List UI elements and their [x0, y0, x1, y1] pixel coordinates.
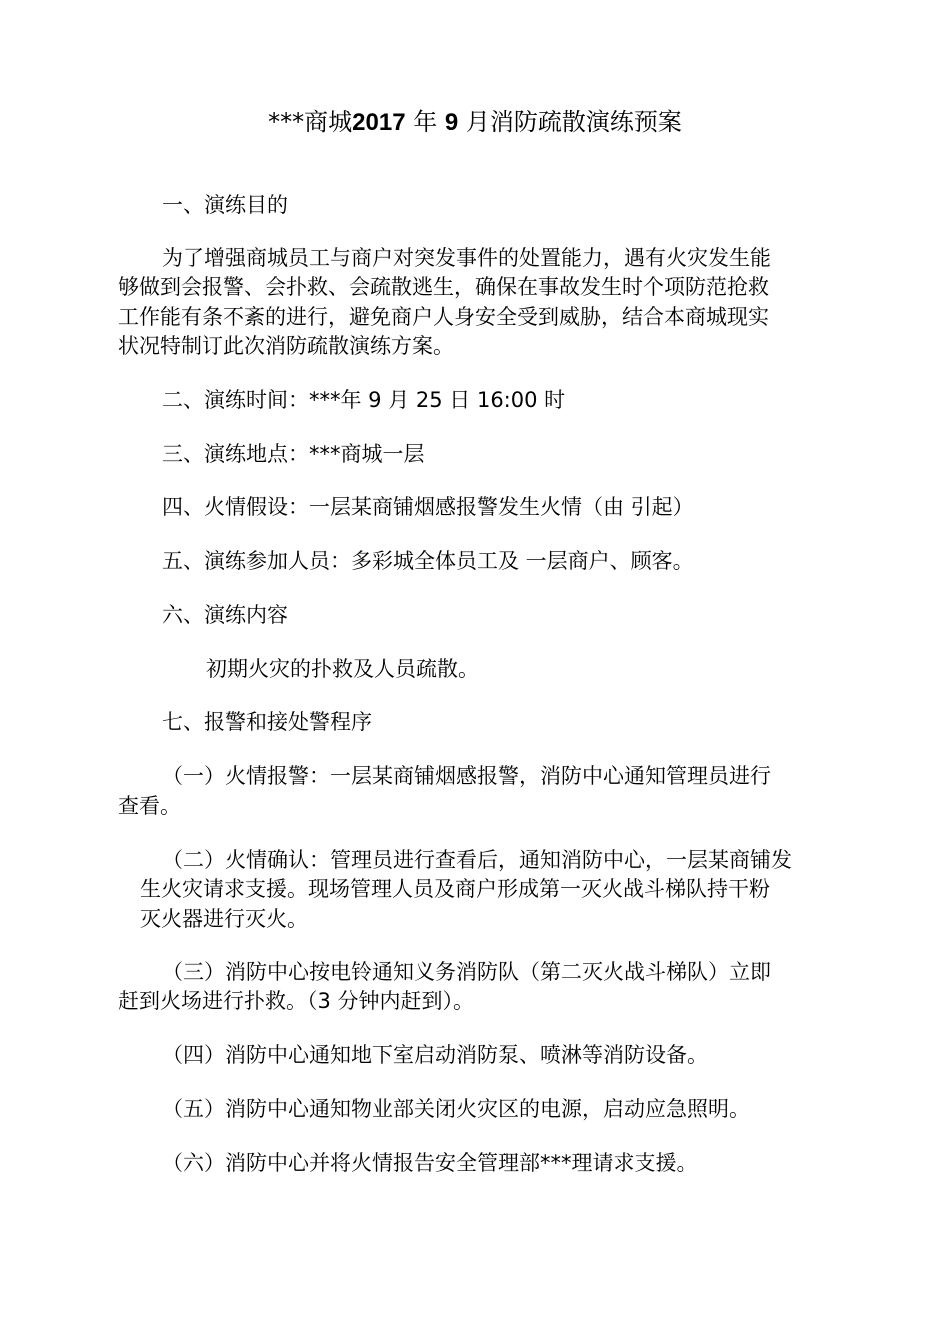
title-year: 2017 [352, 109, 406, 136]
drill-time: 二、演练时间：***年 9 月 25 日 16:00 时 [162, 388, 566, 412]
step-4: （四）消防中心通知地下室启动消防泵、喷淋等消防设备。 [162, 1043, 708, 1067]
title-month: 9 [444, 109, 459, 136]
step-1-line-2: 查看。 [118, 794, 181, 818]
step-2-line-1: （二）火情确认：管理员进行查看后，通知消防中心，一层某商铺发 [162, 848, 792, 872]
title-year-char: 年 [413, 108, 438, 136]
fire-assumption: 四、火情假设：一层某商铺烟感报警发生火情（由 引起） [162, 495, 694, 519]
step-6: （六）消防中心并将火情报告安全管理部***理请求支援。 [162, 1151, 698, 1175]
purpose-line-2: 够做到会报警、会扑救、会疏散逃生，确保在事故发生时个项防范抢救 [118, 275, 769, 299]
purpose-line-1: 为了增强商城员工与商户对突发事件的处置能力，遇有火灾发生能 [162, 246, 771, 270]
title-suffix: 月消防疏散演练预案 [465, 108, 682, 136]
step-2-line-2: 生火灾请求支援。现场管理人员及商户形成第一灭火战斗梯队持干粉 [140, 877, 770, 901]
step-3-line-2: 赶到火场进行扑救。（3 分钟内赶到）。 [118, 989, 475, 1013]
drill-content: 初期火灾的扑救及人员疏散。 [206, 657, 479, 681]
drill-place: 三、演练地点：***商城一层 [162, 442, 425, 466]
purpose-line-3: 工作能有条不紊的进行，避免商户人身安全受到威胁，结合本商城现实 [118, 305, 769, 329]
participants: 五、演练参加人员：多彩城全体员工及 一层商户、顾客。 [162, 549, 694, 573]
document-title [0, 106, 950, 139]
heading-procedure: 七、报警和接处警程序 [162, 710, 372, 734]
heading-content: 六、演练内容 [162, 603, 288, 627]
purpose-line-4: 状况特制订此次消防疏散演练方案。 [118, 334, 454, 358]
step-1-line-1: （一）火情报警：一层某商铺烟感报警，消防中心通知管理员进行 [162, 764, 771, 788]
step-5: （五）消防中心通知物业部关闭火灾区的电源，启动应急照明。 [162, 1097, 750, 1121]
step-2-line-3: 灭火器进行灭火。 [140, 907, 308, 931]
title-prefix: ***商城 [268, 108, 353, 136]
heading-purpose: 一、演练目的 [162, 193, 288, 217]
step-3-line-1: （三）消防中心按电铃通知义务消防队（第二灭火战斗梯队）立即 [162, 960, 771, 984]
